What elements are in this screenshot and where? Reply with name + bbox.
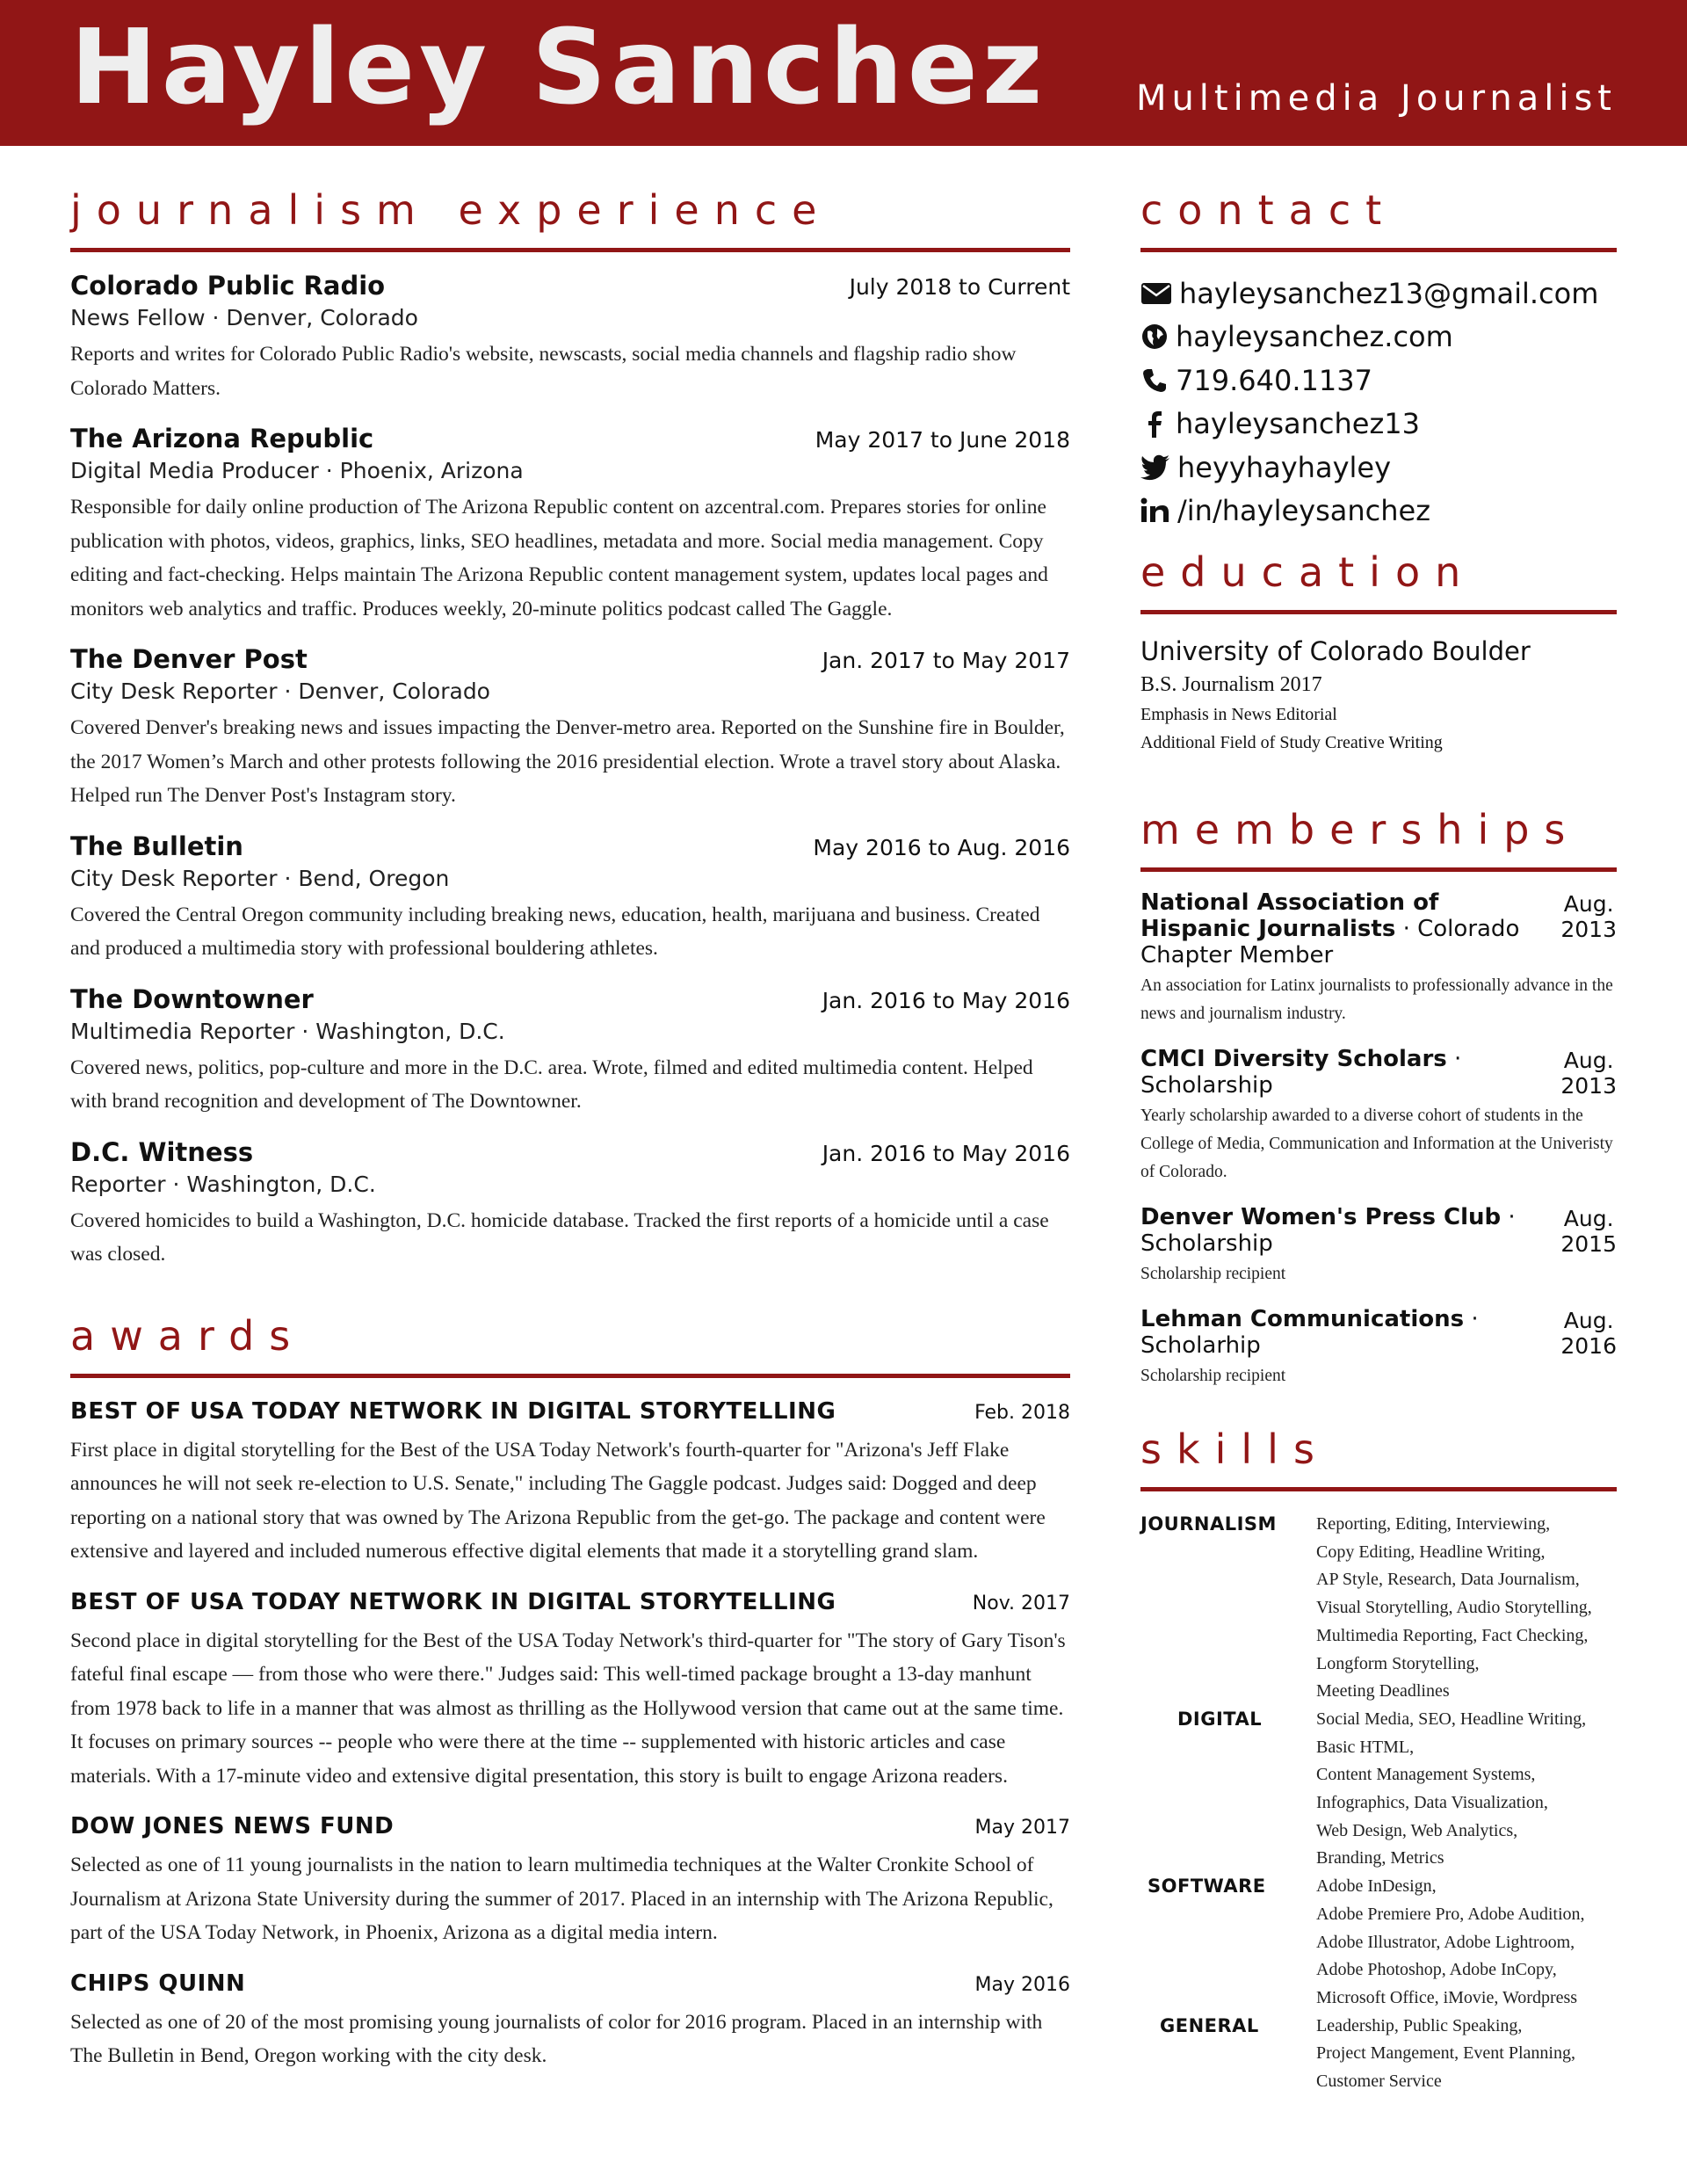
contact-heading: contact (1140, 186, 1397, 234)
job-role: News Fellow · Denver, Colorado (70, 305, 418, 330)
skills-section (1140, 1422, 1617, 2096)
membership-title (1140, 1204, 1527, 1257)
skill-item: Adobe InDesign, (1316, 1876, 1437, 1897)
membership-month: Aug. (1563, 1206, 1614, 1231)
membership-header (1140, 1046, 1617, 1099)
membership-year: 2013 (1560, 917, 1617, 942)
skill-item: Basic HTML, (1316, 1737, 1415, 1757)
membership-description: An association for Latinx journalists to professionally advance in the news and journalism industry. (1140, 976, 1613, 1023)
membership-month: Aug. (1563, 891, 1614, 917)
skill-item: Adobe Photoshop, Adobe InCopy, (1316, 1960, 1557, 1980)
award-header (70, 1968, 1070, 2001)
left-column (70, 183, 1070, 2073)
membership-date (1560, 1204, 1617, 1257)
job-description: Covered the Central Oregon community including breaking news, education, health, marijuana and business. Created and produced a multimedia story with professional bouldering athletes. (70, 903, 1040, 960)
skill-items (1316, 1706, 1617, 1873)
award-title: CHIPS QUINN (70, 1970, 246, 1997)
job-organization: The Denver Post (70, 644, 308, 674)
job-date: Jan. 2016 to May 2016 (822, 987, 1070, 1013)
award-entry (70, 1586, 1070, 1794)
job-description: Responsible for daily online production of The Arizona Republic content on azcentral.com. Prepares stories for online publication with photos, videos, graphics, links, SEO headlines, metadata and more. Social media management. Copy editing and fact-checking. Helps maintain The Arizona Republic content management system, updates local pages and monitors web analytics and traffic. Produces weekly, 20-minute politics podcast called The Gaggle. (70, 496, 1048, 620)
membership-header (1140, 889, 1617, 969)
contact-phone[interactable] (1140, 359, 1617, 403)
skill-category: SOFTWARE (1148, 1876, 1266, 1897)
membership-entry (1140, 889, 1617, 1028)
membership-title (1140, 1306, 1527, 1359)
membership-month: Aug. (1563, 1048, 1614, 1073)
membership-year: 2013 (1560, 1073, 1617, 1099)
job-organization: The Bulletin (70, 831, 243, 861)
award-description: Selected as one of 20 of the most promising young journalists of color for 2016 program. Placed in an internship with The Bulletin in Bend, Oregon working with the city desk. (70, 2010, 1043, 2067)
additional-field: Additional Field of Study Creative Writing (1140, 733, 1443, 752)
job-role: City Desk Reporter · Denver, Colorado (70, 678, 490, 704)
award-header (70, 1396, 1070, 1429)
membership-date (1560, 1046, 1617, 1099)
job-role: Reporter · Washington, D.C. (70, 1171, 376, 1197)
membership-date (1560, 1306, 1617, 1359)
award-entry (70, 1810, 1070, 1950)
award-date: May 2017 (974, 1817, 1070, 1839)
section-divider (1140, 1487, 1617, 1491)
membership-year: 2016 (1560, 1333, 1617, 1359)
envelope-icon (1140, 280, 1172, 307)
contact-facebook-text: hayleysanchez13 (1176, 407, 1420, 441)
skills-heading: skills (1140, 1426, 1329, 1473)
emphasis: Emphasis in News Editorial (1140, 705, 1337, 724)
memberships-heading: memberships (1140, 806, 1581, 853)
membership-org: CMCI Diversity Scholars (1140, 1046, 1447, 1072)
award-entry (70, 1396, 1070, 1569)
award-description: First place in digital storytelling for the Best of the USA Today Network's fourth-quarter for "Arizona's Jeff Flake announces he will not seek re-election to U.S. Senate," including The Gaggle podcast. Judges said: Dogged and deep reporting on a national story that was owned by The Arizona Republic from the get-go. The package and content were extensive and layered and included numerous effective digital elements that made it a storytelling grand slam. (70, 1438, 1046, 1563)
skill-item: AP Style, Research, Data Journalism, (1316, 1570, 1580, 1590)
membership-header (1140, 1204, 1617, 1257)
skill-item: Adobe Illustrator, Adobe Lightroom, (1316, 1932, 1575, 1952)
award-date: May 2016 (974, 1973, 1070, 1996)
award-date: Feb. 2018 (974, 1401, 1070, 1424)
award-title: DOW JONES NEWS FUND (70, 1813, 395, 1839)
job-header (70, 983, 1070, 1017)
award-list (70, 1396, 1070, 2073)
membership-entry (1140, 1306, 1617, 1390)
award-entry (70, 1968, 1070, 2073)
job-header (70, 831, 1070, 864)
membership-role: · Colorado Chapter Member (1140, 916, 1520, 969)
membership-header (1140, 1306, 1617, 1359)
contact-section (1140, 183, 1617, 533)
skill-item: Project Mangement, Event Planning, (1316, 2043, 1575, 2064)
contact-linkedin-text: /in/hayleysanchez (1177, 494, 1430, 528)
linkedin-icon (1140, 497, 1170, 524)
education-section (1140, 545, 1617, 757)
membership-role: · Scholarship (1140, 1204, 1516, 1257)
award-description: Second place in digital storytelling for the Best of the USA Today Network's third-quarter for "The story of Gary Tison's fateful final escape — from those who were there." Judges said: This well-timed package brought a 13-day manhunt from 1978 back to life in a manner that was almost as thrilling as the Hollywood version that came out at the same time. It focuses on primary sources -- people who were there at the time -- supplemented with historic articles and case materials. With a 17-minute video and extensive digital presentation, this story is built to engage Arizona readers. (70, 1629, 1066, 1788)
skills-grid (1140, 1511, 1617, 2096)
job-entry (70, 423, 1070, 626)
membership-description: Yearly scholarship awarded to a diverse cohort of students in the College of Media, Communication and Information at the Univeristy of Colorado. (1140, 1107, 1613, 1181)
job-description: Covered homicides to build a Washington, D.C. homicide database. Tracked the first reports of a homicide until a case was closed. (70, 1208, 1049, 1266)
education-heading: education (1140, 548, 1476, 596)
job-header (70, 643, 1070, 677)
contact-email-text: hayleysanchez13@gmail.com (1179, 276, 1599, 310)
twitter-icon (1140, 454, 1170, 481)
job-organization: D.C. Witness (70, 1136, 254, 1167)
membership-entry (1140, 1046, 1617, 1186)
tagline: Multimedia Journalist (1135, 78, 1617, 119)
membership-title (1140, 1046, 1527, 1099)
membership-entry (1140, 1204, 1617, 1288)
skill-item: Microsoft Office, iMovie, Wordpress (1316, 1987, 1578, 2007)
skill-item: Content Management Systems, (1316, 1765, 1536, 1785)
awards-section (70, 1309, 1070, 2073)
job-entry (70, 1136, 1070, 1272)
membership-title (1140, 889, 1527, 969)
award-title: BEST OF USA TODAY NETWORK IN DIGITAL STORYTELLING (70, 1397, 836, 1425)
contact-phone-text: 719.640.1137 (1176, 363, 1372, 397)
award-description: Selected as one of 11 young journalists in the nation to learn multimedia techniques at the Walter Cronkite School of Journalism at Arizona State University during the summer of 2017. Placed in an internship with The Arizona Republic, part of the USA Today Network, in Phoenix, Arizona as a digital media intern. (70, 1854, 1053, 1944)
job-role: City Desk Reporter · Bend, Oregon (70, 865, 450, 891)
job-entry (70, 983, 1070, 1119)
skill-category: GENERAL (1160, 2014, 1259, 2036)
skill-items (1316, 2013, 1617, 2096)
job-header (70, 270, 1070, 303)
contact-website[interactable] (1140, 316, 1617, 359)
job-entry (70, 643, 1070, 813)
job-list (70, 270, 1070, 1272)
contact-website-text: hayleysanchez.com (1176, 320, 1453, 354)
section-divider (1140, 867, 1617, 872)
awards-heading: awards (70, 1311, 306, 1360)
job-date: Jan. 2016 to May 2016 (822, 1140, 1070, 1166)
contact-linkedin[interactable] (1140, 490, 1617, 533)
job-organization: Colorado Public Radio (70, 271, 386, 301)
skill-item: Infographics, Data Visualization, (1316, 1793, 1548, 1813)
job-description: Covered Denver's breaking news and issues impacting the Denver-metro area. Reported on the Sunshine fire in Boulder, the 2017 Women’s March and other protests following the 2016 presidential election. Wrote a travel story about Alaska. Helped run The Denver Post's Instagram story. (70, 716, 1065, 807)
skill-category: DIGITAL (1177, 1708, 1263, 1730)
membership-year: 2015 (1560, 1231, 1617, 1257)
job-description: Reports and writes for Colorado Public Radio's website, newscasts, social media channels and flagship radio show Colorado Matters. (70, 343, 1017, 400)
award-header (70, 1810, 1070, 1844)
contact-twitter-text: heyyhayhayley (1177, 450, 1392, 484)
job-header (70, 1136, 1070, 1170)
award-date: Nov. 2017 (972, 1592, 1070, 1614)
skill-item: Customer Service (1316, 2072, 1442, 2092)
section-divider (1140, 248, 1617, 252)
skill-item: Adobe Premiere Pro, Adobe Audition, (1316, 1904, 1585, 1924)
membership-list (1140, 889, 1617, 1390)
skill-item: Branding, Metrics (1316, 1848, 1444, 1868)
award-header (70, 1586, 1070, 1620)
membership-description: Scholarship recipient (1140, 1265, 1286, 1283)
education-entry (1140, 634, 1617, 757)
membership-role: · Scholarhip (1140, 1306, 1479, 1359)
skill-item: Longform Storytelling, (1316, 1653, 1480, 1673)
skill-item: Copy Editing, Headline Writing, (1316, 1542, 1546, 1562)
experience-heading: journalism experience (70, 186, 832, 234)
job-description: Covered news, politics, pop-culture and more in the D.C. area. Wrote, filmed and edited multimedia content. Helped with brand recognition and development of The Downtowner. (70, 1056, 1033, 1113)
job-role: Digital Media Producer · Phoenix, Arizona (70, 458, 524, 483)
membership-org: Denver Women's Press Club (1140, 1204, 1502, 1230)
memberships-section (1140, 802, 1617, 1390)
job-date: May 2016 to Aug. 2016 (813, 834, 1070, 860)
job-date: July 2018 to Current (849, 274, 1070, 300)
skill-category: JOURNALISM (1140, 1513, 1277, 1535)
skill-item: Multimedia Reporting, Fact Checking, (1316, 1625, 1589, 1645)
contact-twitter[interactable] (1140, 446, 1617, 490)
membership-month: Aug. (1563, 1308, 1614, 1333)
experience-section (70, 183, 1070, 1272)
facebook-icon (1140, 409, 1169, 439)
membership-description: Scholarship recipient (1140, 1367, 1286, 1385)
skill-items (1316, 1511, 1617, 1706)
membership-org: National Association of Hispanic Journalists (1140, 889, 1439, 942)
job-entry (70, 831, 1070, 966)
job-entry (70, 270, 1070, 405)
contact-list (1140, 272, 1617, 533)
degree: B.S. Journalism 2017 (1140, 673, 1322, 696)
job-date: May 2017 to June 2018 (815, 427, 1070, 453)
job-organization: The Downtowner (70, 983, 314, 1014)
section-divider (70, 1374, 1070, 1378)
skill-item: Visual Storytelling, Audio Storytelling, (1316, 1598, 1592, 1618)
contact-facebook[interactable] (1140, 403, 1617, 446)
name-title: Hayley Sanchez (70, 6, 1047, 127)
right-column (1140, 183, 1617, 2096)
section-divider (70, 248, 1070, 252)
job-header (70, 423, 1070, 456)
skill-item: Social Media, SEO, Headline Writing, (1316, 1709, 1587, 1729)
award-title: BEST OF USA TODAY NETWORK IN DIGITAL STORYTELLING (70, 1588, 836, 1615)
membership-role: · Scholarship (1140, 1046, 1462, 1099)
skill-item: Meeting Deadlines (1316, 1681, 1450, 1701)
job-role: Multimedia Reporter · Washington, D.C. (70, 1018, 505, 1044)
school-name: University of Colorado Boulder (1140, 636, 1531, 666)
skill-item: Web Design, Web Analytics, (1316, 1820, 1518, 1840)
membership-org: Lehman Communications (1140, 1306, 1465, 1332)
phone-icon (1140, 366, 1169, 395)
job-organization: The Arizona Republic (70, 424, 374, 453)
globe-icon (1140, 323, 1169, 351)
skill-items (1316, 1873, 1617, 2013)
skill-item: Leadership, Public Speaking, (1316, 2015, 1523, 2035)
skill-item: Reporting, Editing, Interviewing, (1316, 1514, 1551, 1534)
membership-date (1560, 889, 1617, 969)
contact-email[interactable] (1140, 272, 1617, 316)
header-banner (0, 0, 1687, 146)
job-date: Jan. 2017 to May 2017 (822, 648, 1070, 673)
section-divider (1140, 610, 1617, 614)
